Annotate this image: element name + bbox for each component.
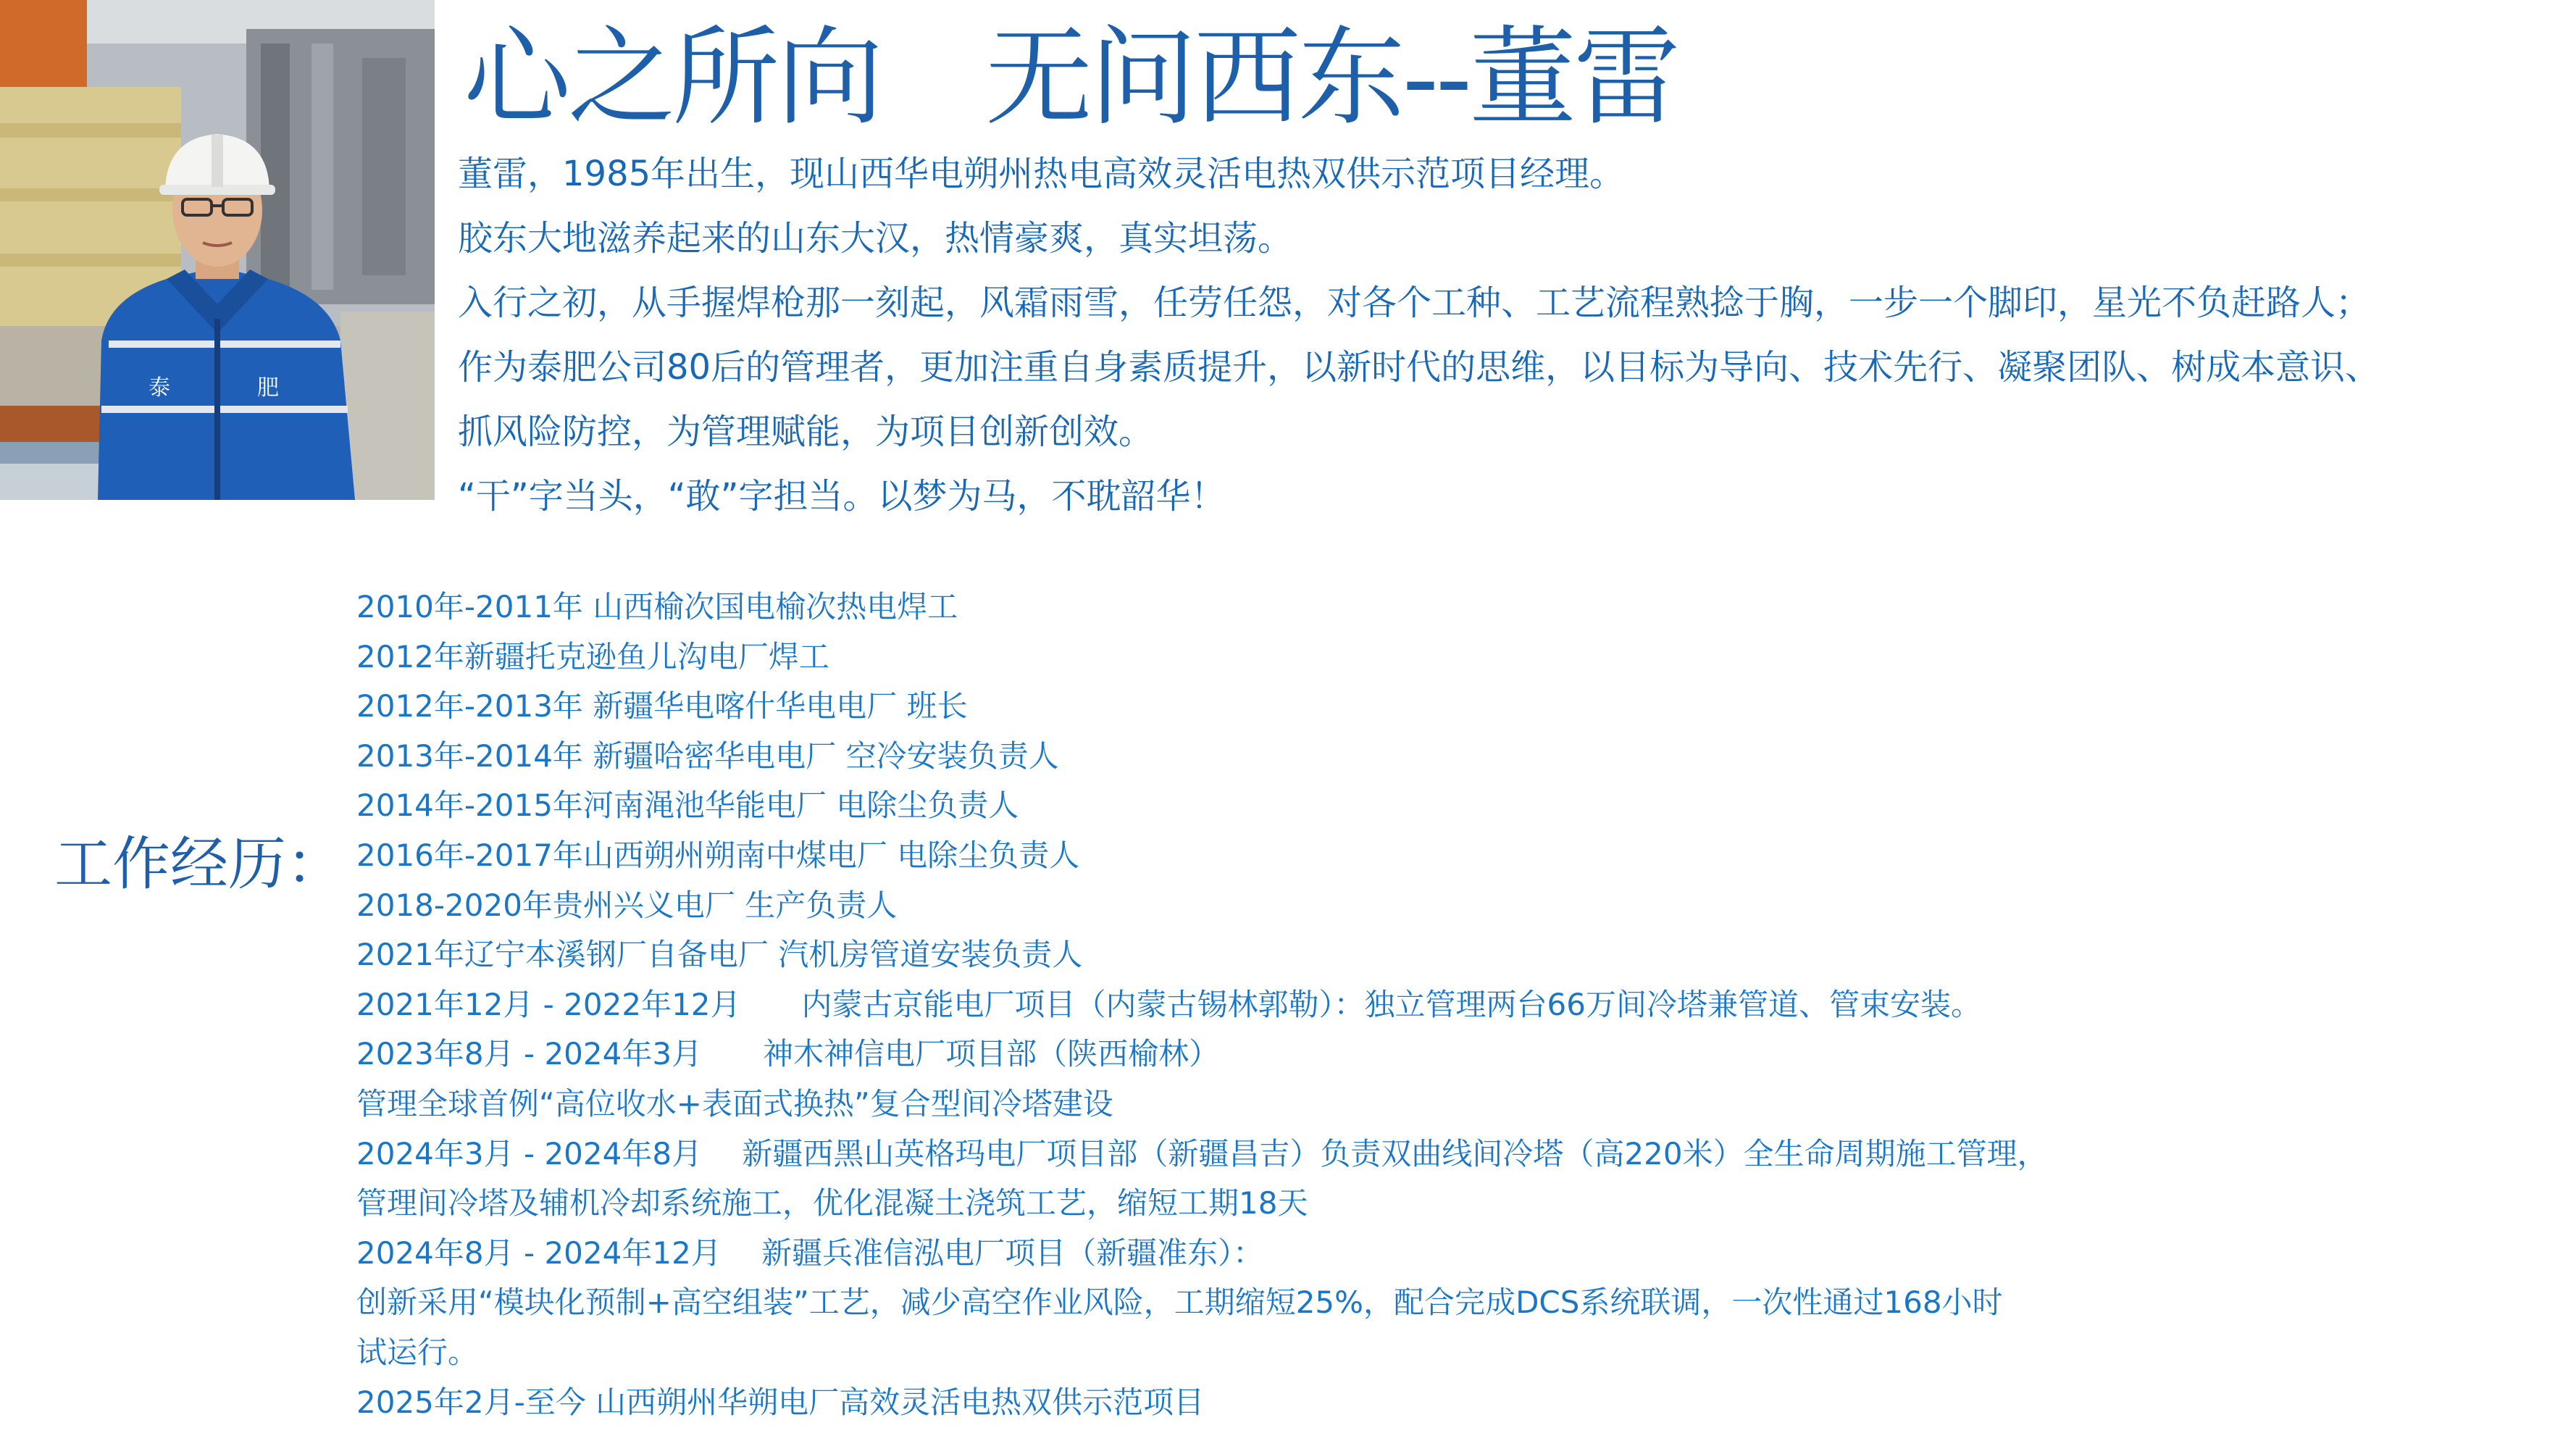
- page-title: 心之所向 无问西东--董雷: [464, 15, 1678, 140]
- experience-item: 2012年新疆托克逊鱼儿沟电厂焊工: [356, 638, 829, 675]
- experience-item: 2025年2月-至今 山西朔州华朔电厂高效灵活电热双供示范项目: [356, 1384, 1205, 1420]
- experience-item: 试运行。: [356, 1334, 479, 1370]
- intro-line: 作为泰肥公司80后的管理者，更加注重自身素质提升，以新时代的思维，以目标为导向、技术先行、凝聚团队、树成本意识、: [458, 347, 2380, 388]
- profile-photo: [0, 0, 435, 500]
- intro-text: [458, 142, 2544, 529]
- experience-item: 2016年-2017年山西朔州朔南中煤电厂 电除尘负责人: [356, 837, 1080, 873]
- experience-item: 2018-2020年贵州兴义电厂 生产负责人: [356, 887, 898, 923]
- experience-item: 创新采用“模块化预制+高空组装”工艺，减少高空作业风险，工期缩短25%，配合完成DCS系统联调，一次性通过168小时: [356, 1285, 2003, 1321]
- experience-item: 2013年-2014年 新疆哈密华电电厂 空冷安装负责人: [356, 738, 1059, 774]
- experience-item: 2010年-2011年 山西榆次国电榆次热电焊工: [356, 589, 958, 625]
- profile-photo-illustration: [0, 0, 435, 500]
- intro-line: 抓风险防控，为管理赋能，为项目创新创效。: [458, 412, 1154, 452]
- experience-item: 2023年8月 - 2024年3月 神木神信电厂项目部（陕西榆林）: [356, 1036, 1220, 1072]
- work-experience-label: 工作经历：: [54, 830, 344, 898]
- work-experience-list: [356, 582, 2544, 1427]
- jacket-text-right: 肥: [257, 375, 279, 401]
- experience-item: 2024年3月 - 2024年8月 新疆西黑山英格玛电厂项目部（新疆昌吉）负责双曲线间冷塔（高220米）全生命周期施工管理，: [356, 1135, 2048, 1172]
- experience-item: 管理间冷塔及辅机冷却系统施工，优化混凝土浇筑工艺，缩短工期18天: [356, 1185, 1308, 1222]
- experience-item: 2014年-2015年河南渑池华能电厂 电除尘负责人: [356, 788, 1019, 824]
- experience-item: 管理全球首例“高位收水+表面式换热”复合型间冷塔建设: [356, 1085, 1113, 1122]
- intro-line: 入行之初，从手握焊枪那一刻起，风霜雨雪，任劳任怨，对各个工种、工艺流程熟捻于胸，一步一个脚印，星光不负赶路人；: [458, 283, 2371, 323]
- intro-line: 董雷，1985年出生，现山西华电朔州热电高效灵活电热双供示范项目经理。: [458, 154, 1625, 194]
- intro-line: “干”字当头，“敢”字担当。以梦为马，不耽韶华！: [458, 476, 1226, 517]
- experience-item: 2012年-2013年 新疆华电喀什华电电厂 班长: [356, 688, 968, 724]
- experience-item: 2021年辽宁本溪钢厂自备电厂 汽机房管道安装负责人: [356, 937, 1083, 973]
- experience-item: 2021年12月 - 2022年12月 内蒙古京能电厂项目（内蒙古锡林郭勒）：独立管理两台66万间冷塔兼管道、管束安装。: [356, 986, 1981, 1022]
- experience-item: 2024年8月 - 2024年12月 新疆兵准信泓电厂项目（新疆准东）：: [356, 1235, 1264, 1271]
- jacket-text-left: 泰: [149, 375, 170, 401]
- intro-line: 胶东大地滋养起来的山东大汉，热情豪爽，真实坦荡。: [458, 218, 1293, 259]
